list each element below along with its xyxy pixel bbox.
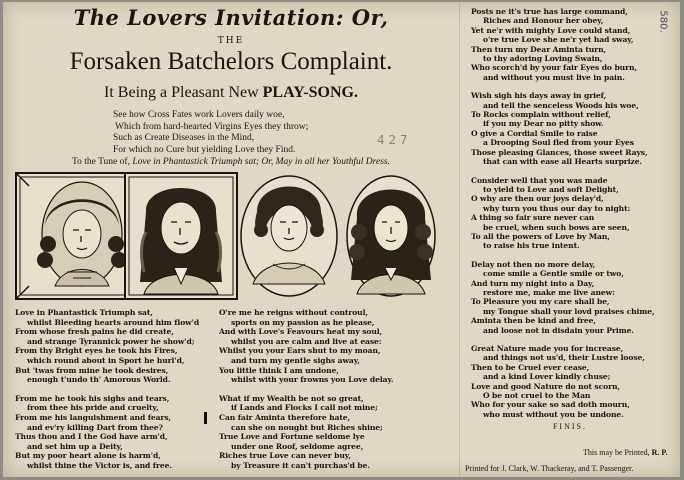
verse-line: What if my Wealth be not so great, (219, 393, 364, 403)
intro-line: Such as Create Diseases in the Mind, (113, 133, 255, 144)
verse-line: And turn my night into a Day, (471, 278, 595, 288)
stanza (471, 260, 655, 335)
verse-line: Who scorch'd by your fair Eyes do burn, (471, 63, 637, 73)
stanza (15, 308, 199, 385)
verse-line: You little think I am undone, (219, 365, 339, 375)
verse-line: Delay not then no more delay, (471, 259, 596, 269)
verse-line: and a kind Lover kindly chuse; (483, 372, 611, 382)
verse-line: who must without you be undone. (483, 409, 624, 419)
column-1 (15, 308, 199, 480)
verse-line: Riches true Love can never buy, (219, 451, 351, 461)
stanza (471, 344, 655, 419)
verse-line: why turn you thus our day to night: (483, 203, 631, 213)
verse-line: a Drooping Soul fled from your Eyes (483, 138, 634, 148)
verse-line: can she on nought but Riches shine; (231, 422, 383, 432)
tune-line (3, 157, 459, 167)
woodcut-portrait-lady (239, 172, 339, 300)
verse-line: From whose fresh pains he did create, (15, 327, 174, 337)
the-label: THE (217, 36, 245, 46)
verse-line: O why are then our joys delay'd, (471, 194, 604, 204)
stanza (471, 176, 655, 251)
verse-line: to raise his true intent. (483, 241, 580, 251)
verse-line: whilst Bleeding hearts around him flow'd (27, 317, 200, 327)
text-cursor-mark (204, 412, 207, 424)
verse-line: Can fair Aminta therefore hate, (219, 412, 351, 422)
verse-line: under one Roof, seldome agree, (231, 441, 364, 451)
verse-line: But my poor heart alone is harm'd, (15, 451, 161, 461)
subtitle-bold: PLAY-SONG. (262, 84, 358, 101)
verse-line: to thy adoring Loving Swain, (483, 54, 603, 64)
verse-line: and tell the senceless Woods his woe, (483, 100, 639, 110)
verse-line: From me his languishment and fears, (15, 412, 172, 422)
verse-line: be cruel, when such bows are seen, (483, 222, 630, 232)
verse-line: Yet ne'r with mighty Love could stand, (471, 25, 631, 35)
verse-line: Then turn my Dear Aminta turn, (471, 44, 607, 54)
verse-line: and ev'ry killing Dart from thee? (27, 422, 163, 432)
verse-line: whilst you are calm and live at ease: (231, 336, 382, 346)
verse-line: O give a Cordial Smile to raise (471, 128, 598, 138)
verse-line: from thee his pride and cruelty, (27, 403, 159, 413)
verse-line: Wish sigh his days away in grief, (471, 91, 607, 101)
verse-line: my Tongue shall your lovd praises chime, (483, 306, 655, 316)
verse-line: restore me, make me live anew: (483, 287, 615, 297)
verse-line: and set him up a Deity, (27, 441, 123, 451)
verse-line: Great Nature made you for increase, (471, 344, 624, 353)
verse-line: Who for your sake so sad doth mourn, (471, 400, 630, 410)
verse-line: Whilst you your Ears shut to my moan, (219, 346, 381, 356)
verse-line: if Lands and Flocks I call not mine; (231, 403, 378, 413)
verse-line: But 'twas from mine he took desires, (15, 365, 169, 375)
verse-line: From thy Bright eyes he took his Fires, (15, 346, 178, 356)
verse-line: if you my Dear no pitty show. (483, 119, 604, 129)
verse-line: True Love and Fortune seldome lye (219, 432, 365, 442)
verse-line: enough t'undo th' Amorous World. (27, 375, 171, 385)
finis-label: FINIS. (552, 422, 587, 431)
stanza (15, 394, 199, 471)
verse-line: and things not us'd, their Lustre loose, (483, 353, 645, 363)
verse-line: and strange Tyrannick power he show'd; (27, 336, 195, 346)
verse-line: o're true Love she ne'r yet had sway, (483, 35, 634, 45)
main-title: Forsaken Batchelors Complaint. (69, 48, 393, 75)
verse-line: Then to be Cruel ever cease, (471, 362, 590, 372)
stanza (471, 91, 655, 166)
verse-line: Consider well that you was made (471, 175, 608, 185)
column-2 (219, 308, 393, 480)
verse-line: Aminta then be kind and free, (471, 316, 596, 326)
intro-verse (113, 110, 383, 156)
verse-line: Those pleasing Glances, those sweet Rays, (471, 147, 648, 157)
verse-line: O be not cruel to the Man (483, 391, 591, 401)
tune-prefix: To the Tune of, (72, 157, 133, 167)
subtitle-plain: It Being a Pleasant New (104, 84, 263, 101)
verse-line: O're me he reigns without controul, (219, 308, 368, 317)
fold-line (459, 2, 460, 477)
license-initials: R. P. (651, 448, 668, 457)
verse-line: that can with ease all Hearts surprize. (483, 157, 642, 167)
intro-line: Which from hard-hearted Virgins Eyes they throw; (115, 121, 309, 132)
verse-line: come smile a Gentle smile or two, (483, 269, 624, 279)
verse-line: A thing so fair sure never can (471, 213, 595, 223)
license-prefix: This may be Printed, (583, 448, 652, 457)
verse-line: which round about in Sport he hurl'd, (27, 355, 185, 365)
stanza (219, 308, 393, 385)
stanza (219, 394, 393, 471)
verse-line: From me he took his sighs and tears, (15, 393, 170, 403)
verse-line: whilst with your frowns you Love delay. (231, 375, 394, 385)
verse-line: To all the powers of Love by Man, (471, 231, 610, 241)
license-line (583, 448, 668, 457)
imprint-line: Printed for J. Clark, W. Thackeray, and T. Passenger. (465, 464, 634, 473)
verse-line: and without you must live in pain. (483, 72, 625, 82)
intro-line: See how Cross Fates work Lovers daily woe, (113, 110, 285, 120)
verse-line: Posts ne it's true has large command, (471, 7, 628, 16)
verse-line: Love in Phantastick Triumph sat, (15, 308, 153, 317)
verse-line: To Pleasure you my care shall be, (471, 297, 610, 307)
verse-line: And with Love's Feavours heat my soul, (219, 327, 383, 337)
woodcut-portrait-gentleman (345, 172, 437, 300)
verse-line: To Rocks complain without relief, (471, 110, 611, 120)
stanza (471, 7, 655, 82)
verse-line: Thus thou and I the God have arm'd, (15, 432, 168, 442)
intro-line: For which no Cure but yielding Love they Find. (113, 144, 296, 155)
tune-name: Love in Phantastick Triumph sat; Or, May in all her Youthful Dress. (132, 157, 390, 167)
verse-line: Riches and Honour her obey, (483, 16, 604, 26)
ballad-title: The Lovers Invitation: Or, (73, 5, 389, 30)
verse-line: whilst thine the Victor is, and free. (27, 460, 172, 470)
verse-line: Love and good Nature do not scorn, (471, 381, 620, 391)
woodcut-portrait-man (124, 172, 238, 300)
subtitle (3, 84, 459, 102)
column-3 (471, 7, 655, 428)
verse-line: to yield to Love and soft Delight, (483, 184, 619, 194)
verse-line: by Treasure it can't purchas'd be. (231, 460, 370, 470)
catalog-number: 580. (657, 10, 669, 33)
handwritten-mark: 4 2 7 (377, 133, 408, 147)
verse-line: and loose not in disdain your Prime. (483, 325, 634, 335)
broadside-sheet (3, 2, 680, 477)
verse-line: sports on my passion as he please, (231, 317, 375, 327)
verse-line: and turn my gentle sighs away, (231, 355, 360, 365)
